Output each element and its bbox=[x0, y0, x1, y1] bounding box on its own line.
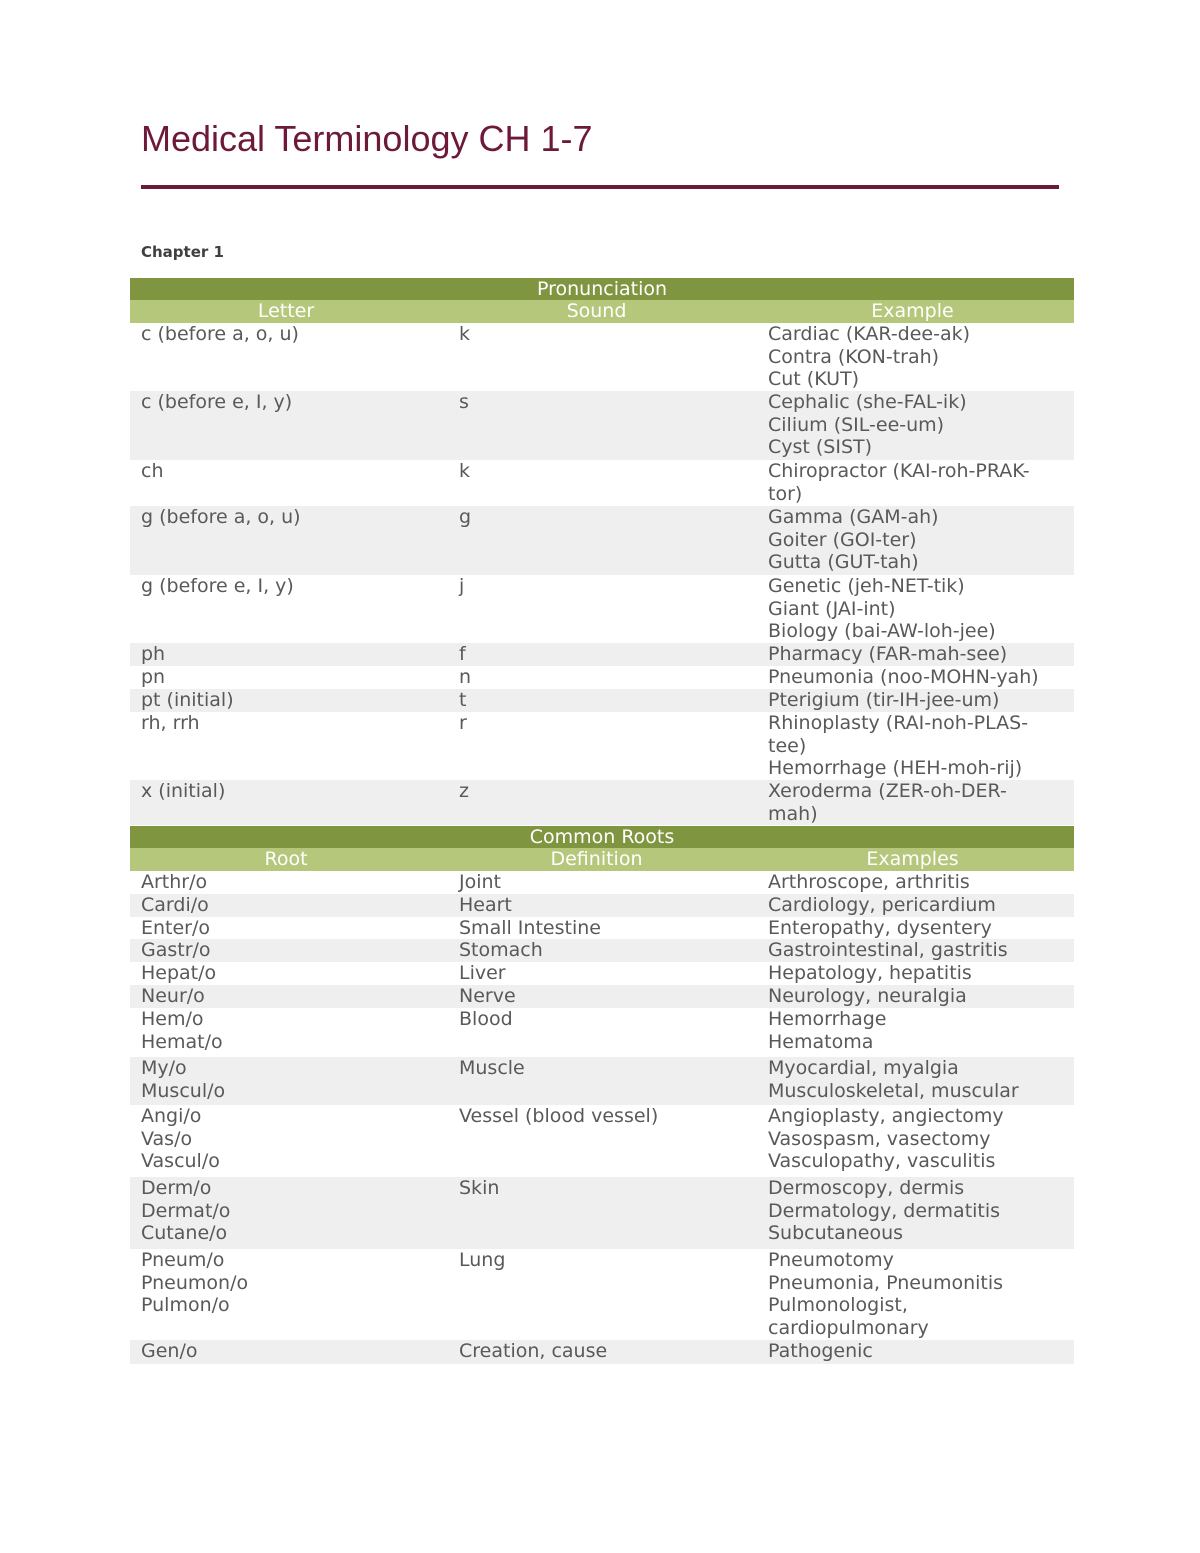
document-title: Medical Terminology CH 1-7 bbox=[141, 118, 593, 159]
table-row bbox=[130, 689, 1074, 712]
cell-text: Cardiac (KAR-dee-ak) bbox=[768, 323, 971, 345]
table-cell bbox=[442, 506, 751, 575]
table-cell bbox=[442, 666, 751, 689]
table-cell bbox=[130, 939, 442, 962]
cell-text: Myocardial, myalgia bbox=[768, 1057, 959, 1079]
cell-text: Lung bbox=[459, 1249, 506, 1271]
table-row bbox=[130, 1340, 1074, 1364]
cell-text: Pterigium (tir-IH-jee-um) bbox=[768, 689, 1000, 711]
table-cell bbox=[130, 1340, 442, 1364]
cell-text: k bbox=[459, 323, 471, 345]
table-cell bbox=[130, 689, 442, 712]
cell-text: cardiopulmonary bbox=[768, 1317, 929, 1340]
cell-text: Joint bbox=[459, 871, 501, 893]
table-title: Common Roots bbox=[130, 826, 1074, 848]
table-cell bbox=[442, 689, 751, 712]
cell-text: Derm/o bbox=[141, 1177, 212, 1199]
table-cell bbox=[442, 985, 751, 1008]
table-row bbox=[130, 1008, 1074, 1057]
table-cell bbox=[130, 323, 442, 391]
cell-text: Cut (KUT) bbox=[768, 368, 860, 391]
cell-text: Stomach bbox=[459, 939, 543, 961]
table-row bbox=[130, 780, 1074, 825]
table-cell bbox=[442, 712, 751, 780]
column-header-sound: Sound bbox=[566, 300, 627, 322]
column-header-examples: Examples bbox=[866, 848, 959, 870]
cell-text: Blood bbox=[459, 1008, 513, 1030]
cell-text: Pharmacy (FAR-mah-see) bbox=[768, 643, 1008, 665]
cell-text: Xeroderma (ZER-oh-DER- bbox=[768, 780, 1007, 802]
table-row bbox=[130, 1177, 1074, 1249]
cell-text: Hemorrhage (HEH-moh-rij) bbox=[768, 757, 1023, 780]
table-cell bbox=[130, 575, 442, 643]
column-header-letter: Letter bbox=[257, 300, 315, 322]
table-row bbox=[130, 391, 1074, 460]
cell-text: mah) bbox=[768, 802, 818, 825]
table-cell bbox=[751, 323, 1074, 391]
table-header-row bbox=[130, 848, 1074, 871]
cell-text: Vessel (blood vessel) bbox=[459, 1105, 659, 1127]
table-cell bbox=[751, 917, 1074, 939]
table-row bbox=[130, 506, 1074, 575]
table-row bbox=[130, 666, 1074, 689]
table-cell bbox=[130, 871, 442, 894]
cell-text: pt (initial) bbox=[141, 689, 234, 711]
cell-text: s bbox=[459, 391, 469, 413]
cell-text: Small Intestine bbox=[459, 917, 601, 939]
table-cell bbox=[751, 780, 1074, 825]
cell-text: x (initial) bbox=[141, 780, 226, 802]
cell-text: Arthr/o bbox=[141, 871, 208, 893]
table-cell bbox=[751, 985, 1074, 1008]
cell-text: Vasospasm, vasectomy bbox=[768, 1127, 991, 1150]
table-cell bbox=[751, 1008, 1074, 1057]
table-cell bbox=[130, 1177, 442, 1249]
cell-text: rh, rrh bbox=[141, 712, 200, 734]
table-cell bbox=[130, 1249, 442, 1340]
table-cell bbox=[751, 643, 1074, 666]
cell-text: Pneumonia, Pneumonitis bbox=[768, 1271, 1004, 1294]
cell-text: Pulmonologist, bbox=[768, 1294, 908, 1317]
table-cell bbox=[442, 1177, 751, 1249]
table-cell bbox=[442, 1249, 751, 1340]
table-cell bbox=[751, 1057, 1074, 1105]
cell-text: Gen/o bbox=[141, 1340, 198, 1362]
table-cell bbox=[751, 1249, 1074, 1340]
cell-text: Hematoma bbox=[768, 1030, 874, 1053]
table-cell bbox=[130, 1008, 442, 1057]
cell-text: Liver bbox=[459, 962, 506, 984]
table-row bbox=[130, 871, 1074, 894]
cell-text: Vascul/o bbox=[141, 1150, 220, 1173]
cell-text: Arthroscope, arthritis bbox=[768, 871, 970, 893]
table-cell bbox=[442, 1008, 751, 1057]
cell-text: Heart bbox=[459, 894, 512, 916]
table-cell bbox=[130, 985, 442, 1008]
table-cell bbox=[130, 917, 442, 939]
cell-text: ph bbox=[141, 643, 166, 665]
table-row bbox=[130, 575, 1074, 643]
cell-text: Creation, cause bbox=[459, 1340, 608, 1362]
chapter-heading: Chapter 1 bbox=[141, 243, 224, 261]
cell-text: Chiropractor (KAI-roh-PRAK- bbox=[768, 460, 1030, 482]
cell-text: Angioplasty, angiectomy bbox=[768, 1105, 1004, 1127]
table-row bbox=[130, 1249, 1074, 1340]
cell-text: tee) bbox=[768, 734, 807, 757]
cell-text: g bbox=[459, 506, 472, 528]
table-cell bbox=[130, 643, 442, 666]
table-cell bbox=[751, 1340, 1074, 1364]
cell-text: tor) bbox=[768, 482, 803, 505]
table-row bbox=[130, 917, 1074, 939]
cell-text: ch bbox=[141, 460, 164, 482]
cell-text: Muscle bbox=[459, 1057, 525, 1079]
table-cell bbox=[751, 712, 1074, 780]
pronunciation-table bbox=[130, 278, 1074, 825]
column-header-example: Example bbox=[871, 300, 954, 322]
cell-text: Contra (KON-trah) bbox=[768, 345, 940, 368]
cell-text: Neur/o bbox=[141, 985, 205, 1007]
cell-text: Hepat/o bbox=[141, 962, 217, 984]
table-body bbox=[130, 323, 1074, 825]
cell-text: Biology (bai-AW-loh-jee) bbox=[768, 620, 996, 643]
table-cell bbox=[751, 666, 1074, 689]
table-cell bbox=[130, 460, 442, 506]
table-cell bbox=[130, 894, 442, 917]
table-cell bbox=[130, 962, 442, 985]
common-roots-table bbox=[130, 826, 1074, 1364]
cell-text: Goiter (GOI-ter) bbox=[768, 528, 917, 551]
cell-text: g (before a, o, u) bbox=[141, 506, 301, 528]
table-cell bbox=[751, 894, 1074, 917]
table-cell bbox=[442, 460, 751, 506]
cell-text: Pneumon/o bbox=[141, 1271, 249, 1294]
cell-text: Dermatology, dermatitis bbox=[768, 1199, 1001, 1222]
table-cell bbox=[751, 689, 1074, 712]
table-row bbox=[130, 460, 1074, 506]
cell-text: j bbox=[459, 575, 465, 597]
table-cell bbox=[751, 1105, 1074, 1177]
cell-text: k bbox=[459, 460, 471, 482]
table-cell bbox=[751, 939, 1074, 962]
cell-text: Pneum/o bbox=[141, 1249, 225, 1271]
table-cell bbox=[130, 391, 442, 460]
table-row bbox=[130, 939, 1074, 962]
table-cell bbox=[130, 780, 442, 825]
column-header-definition: Definition bbox=[550, 848, 643, 870]
table-cell bbox=[442, 962, 751, 985]
cell-text: Pulmon/o bbox=[141, 1294, 230, 1317]
table-cell bbox=[442, 894, 751, 917]
cell-text: Pathogenic bbox=[768, 1340, 873, 1362]
title-underline bbox=[141, 185, 1059, 189]
cell-text: Giant (JAI-int) bbox=[768, 597, 896, 620]
cell-text: Cyst (SIST) bbox=[768, 436, 873, 459]
table-header-row bbox=[130, 300, 1074, 323]
cell-text: r bbox=[459, 712, 467, 734]
cell-text: Hem/o bbox=[141, 1008, 204, 1030]
cell-text: g (before e, I, y) bbox=[141, 575, 294, 597]
cell-text: My/o bbox=[141, 1057, 187, 1079]
cell-text: Cardiology, pericardium bbox=[768, 894, 996, 916]
cell-text: f bbox=[459, 643, 466, 665]
cell-text: Gutta (GUT-tah) bbox=[768, 551, 919, 574]
table-cell bbox=[442, 1340, 751, 1364]
table-row bbox=[130, 712, 1074, 780]
cell-text: Cilium (SIL-ee-um) bbox=[768, 413, 945, 436]
table-cell bbox=[130, 1057, 442, 1105]
table-row bbox=[130, 1105, 1074, 1177]
cell-text: Vasculopathy, vasculitis bbox=[768, 1150, 996, 1173]
table-cell bbox=[442, 643, 751, 666]
table-cell bbox=[442, 1057, 751, 1105]
table-cell bbox=[442, 323, 751, 391]
table-cell bbox=[442, 917, 751, 939]
column-header-root: Root bbox=[264, 848, 308, 870]
cell-text: Cephalic (she-FAL-ik) bbox=[768, 391, 967, 413]
table-cell bbox=[130, 712, 442, 780]
table-cell bbox=[751, 391, 1074, 460]
cell-text: t bbox=[459, 689, 467, 711]
cell-text: Enteropathy, dysentery bbox=[768, 917, 992, 939]
table-row bbox=[130, 894, 1074, 917]
cell-text: z bbox=[459, 780, 469, 802]
table-cell bbox=[130, 666, 442, 689]
table-cell bbox=[751, 575, 1074, 643]
cell-text: Vas/o bbox=[141, 1127, 193, 1150]
cell-text: Cutane/o bbox=[141, 1222, 228, 1245]
cell-text: Enter/o bbox=[141, 917, 211, 939]
cell-text: Dermoscopy, dermis bbox=[768, 1177, 965, 1199]
cell-text: Neurology, neuralgia bbox=[768, 985, 967, 1007]
cell-text: Rhinoplasty (RAI-noh-PLAS- bbox=[768, 712, 1029, 734]
table-cell bbox=[751, 460, 1074, 506]
table-cell bbox=[442, 1105, 751, 1177]
table-body bbox=[130, 871, 1074, 1364]
cell-text: Genetic (jeh-NET-tik) bbox=[768, 575, 965, 597]
cell-text: Muscul/o bbox=[141, 1079, 226, 1102]
cell-text: Gastr/o bbox=[141, 939, 211, 961]
cell-text: Cardi/o bbox=[141, 894, 209, 916]
table-row bbox=[130, 323, 1074, 391]
table-cell bbox=[130, 1105, 442, 1177]
cell-text: n bbox=[459, 666, 472, 688]
cell-text: Skin bbox=[459, 1177, 500, 1199]
cell-text: Nerve bbox=[459, 985, 516, 1007]
table-row bbox=[130, 643, 1074, 666]
cell-text: Pneumotomy bbox=[768, 1249, 894, 1271]
cell-text: Hepatology, hepatitis bbox=[768, 962, 972, 984]
cell-text: c (before e, I, y) bbox=[141, 391, 293, 413]
table-cell bbox=[751, 1177, 1074, 1249]
table-cell bbox=[442, 391, 751, 460]
table-row bbox=[130, 985, 1074, 1008]
table-row bbox=[130, 962, 1074, 985]
cell-text: Musculoskeletal, muscular bbox=[768, 1079, 1019, 1102]
table-row bbox=[130, 1057, 1074, 1105]
cell-text: Hemorrhage bbox=[768, 1008, 887, 1030]
table-cell bbox=[751, 962, 1074, 985]
cell-text: Angi/o bbox=[141, 1105, 202, 1127]
cell-text: Hemat/o bbox=[141, 1030, 223, 1053]
table-cell bbox=[751, 871, 1074, 894]
table-title: Pronunciation bbox=[130, 278, 1074, 300]
table-cell bbox=[442, 575, 751, 643]
table-cell bbox=[130, 506, 442, 575]
cell-text: Gastrointestinal, gastritis bbox=[768, 939, 1008, 961]
table-cell bbox=[442, 939, 751, 962]
cell-text: Dermat/o bbox=[141, 1199, 231, 1222]
table-cell bbox=[442, 871, 751, 894]
cell-text: Pneumonia (noo-MOHN-yah) bbox=[768, 666, 1039, 688]
table-cell bbox=[751, 506, 1074, 575]
cell-text: Gamma (GAM-ah) bbox=[768, 506, 939, 528]
table-cell bbox=[442, 780, 751, 825]
cell-text: c (before a, o, u) bbox=[141, 323, 299, 345]
cell-text: pn bbox=[141, 666, 166, 688]
cell-text: Subcutaneous bbox=[768, 1222, 904, 1245]
